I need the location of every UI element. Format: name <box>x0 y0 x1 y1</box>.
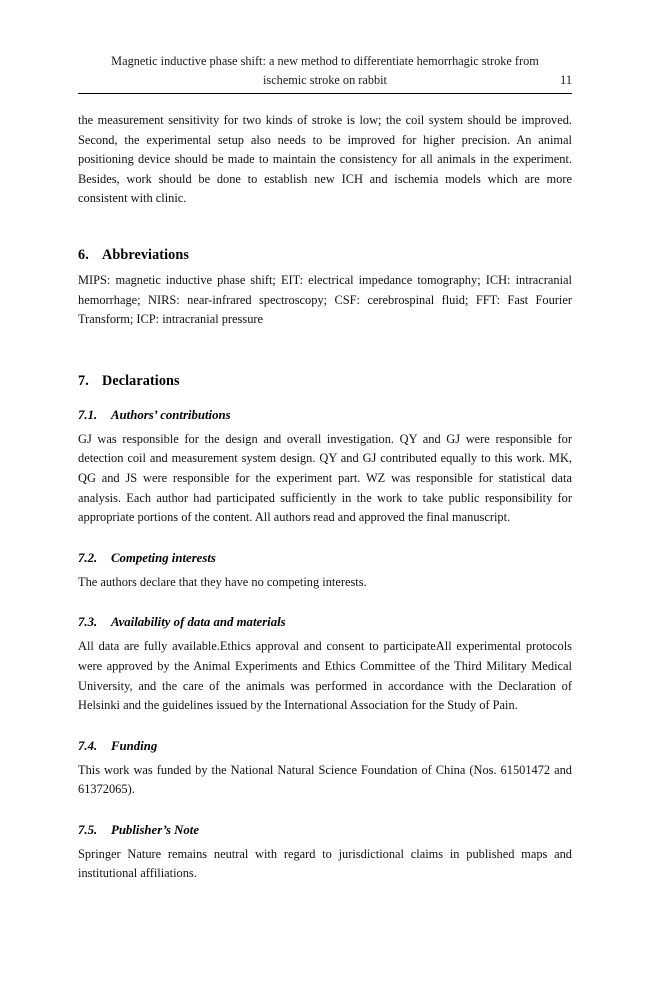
running-header <box>78 52 572 90</box>
authors-contributions-paragraph: GJ was responsible for the design and overall investigation. QY and GJ were responsible for detection coil and measurement system design. QY and GJ contributed equally to this work. MK, QG and JS were responsible for the experiment part. WZ was responsible for statistical data analysis. Each author had participated sufficiently in the work to take public responsibility for appropriate portions of the content. All authors read and approved the final manuscript. <box>78 431 572 525</box>
subsection-number-7-4: 7.4. <box>78 738 98 753</box>
subsection-number-7-5: 7.5. <box>78 822 98 837</box>
subsection-title-availability: Availability of data and materials <box>111 615 286 630</box>
subsection-heading-funding <box>78 739 572 754</box>
section-declarations <box>78 373 572 884</box>
subsection-heading-authors-contributions <box>78 408 572 423</box>
header-rule <box>78 93 572 94</box>
subsection-title-competing-interests: Competing interests <box>111 550 216 565</box>
subsection-number-7-2: 7.2. <box>78 550 98 565</box>
subsection-authors-contributions <box>78 408 572 528</box>
page-content <box>78 52 572 884</box>
running-header-title-line2: ischemic stroke on rabbit <box>263 73 387 87</box>
subsection-competing-interests <box>78 551 572 593</box>
subsection-title-authors-contributions: Authors’ contributions <box>111 407 231 422</box>
subsection-publishers-note <box>78 823 572 884</box>
section-title-abbreviations: Abbreviations <box>102 246 189 263</box>
subsection-heading-competing-interests <box>78 551 572 566</box>
section-title-declarations: Declarations <box>102 372 180 389</box>
section-heading-abbreviations <box>78 247 572 264</box>
abbreviations-paragraph: MIPS: magnetic inductive phase shift; EIT: electrical impedance tomography; ICH: intracranial hemorrhage; NIRS: near-infrared spectroscopy; CSF: cerebrospinal fluid; FFT: Fast Fourier Transform; ICP: intracranial pressure <box>78 272 572 327</box>
page-number: 11 <box>560 73 572 87</box>
subsection-title-funding: Funding <box>111 738 158 753</box>
subsection-number-7-1: 7.1. <box>78 407 98 422</box>
section-heading-declarations <box>78 373 572 390</box>
opening-paragraph: the measurement sensitivity for two kinds of stroke is low; the coil system should be improved. Second, the experimental setup also needs to be improved for higher precision. An animal positioning device should be made to maintain the consistency for all animals in the experiment. Besides, work should be done to establish new ICH and ischemia models which are more consistent with clinic. <box>78 113 572 206</box>
subsection-title-publishers-note: Publisher’s Note <box>111 822 200 837</box>
section-abbreviations <box>78 247 572 330</box>
funding-paragraph: This work was funded by the National Natural Science Foundation of China (Nos. 61501472 and 61372065). <box>78 762 572 797</box>
subsection-heading-availability <box>78 615 572 630</box>
subsection-funding <box>78 739 572 800</box>
section-number-6: 6. <box>78 246 89 263</box>
availability-paragraph: All data are fully available.Ethics approval and consent to participateAll experimental protocols were approved by the Animal Experiments and Ethics Committee of the Third Military Medical University, and the care of the animals was performed in accordance with the Declaration of Helsinki and the guidelines issued by the International Association for the Study of Pain. <box>78 639 572 713</box>
publishers-note-paragraph: Springer Nature remains neutral with regard to jurisdictional claims in published maps and institutional affiliations. <box>78 846 572 881</box>
subsection-number-7-3: 7.3. <box>78 615 98 630</box>
subsection-heading-publishers-note <box>78 823 572 838</box>
running-header-row2 <box>78 71 572 90</box>
competing-interests-paragraph: The authors declare that they have no competing interests. <box>78 574 367 589</box>
subsection-availability <box>78 615 572 715</box>
running-header-title-line1: Magnetic inductive phase shift: a new method to differentiate hemorrhagic stroke from <box>111 54 539 68</box>
section-number-7: 7. <box>78 372 89 389</box>
